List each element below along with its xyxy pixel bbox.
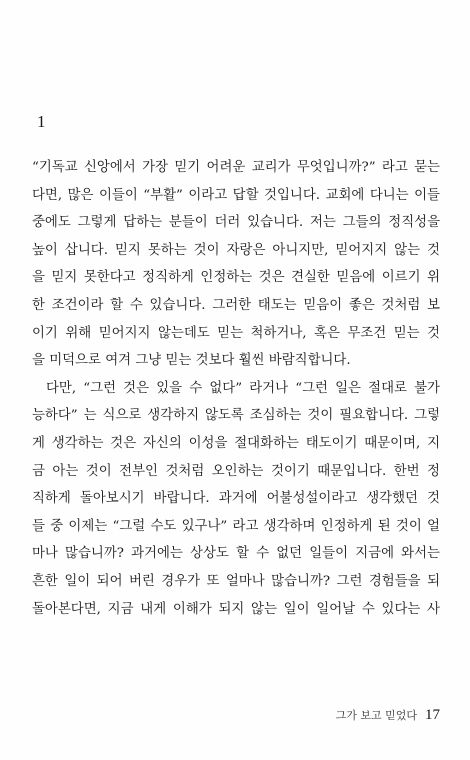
text-line: 금 아는 것이 전부인 것처럼 오인하는 것이기 때문입니다. 한번 정 bbox=[32, 463, 440, 479]
text-line: 을 믿지 못한다고 정직하게 인정하는 것은 견실한 믿음에 이르기 위 bbox=[32, 270, 440, 286]
text-line: 다면, 많은 이들이 “부활” 이라고 답할 것입니다. 교회에 다니는 이들 bbox=[32, 187, 440, 203]
page-footer bbox=[336, 707, 440, 724]
text-line: 높이 삽니다. 믿지 못하는 것이 자랑은 아니지만, 믿어지지 않는 것 bbox=[32, 242, 440, 258]
text-line: 마나 많습니까? 과거에는 상상도 할 수 없던 일들이 지금에 와서는 bbox=[32, 546, 440, 562]
text-line: 게 생각하는 것은 자신의 이성을 절대화하는 태도이기 때문이며, 지 bbox=[32, 435, 440, 451]
text-line: 직하게 돌아보시기 바랍니다. 과거에 어불성설이라고 생각했던 것 bbox=[32, 491, 440, 507]
text-line: 들 중 이제는 “그럴 수도 있구나” 라고 생각하며 인정하게 된 것이 얼 bbox=[32, 518, 440, 534]
text-line: 한 조건이라 할 수 있습니다. 그러한 태도는 믿음이 좋은 것처럼 보 bbox=[32, 297, 440, 313]
body-text bbox=[32, 154, 440, 623]
page-number: 17 bbox=[425, 707, 440, 723]
text-line: 능하다” 는 식으로 생각하지 않도록 조심하는 것이 필요합니다. 그렇 bbox=[32, 408, 440, 424]
text-line: “기독교 신앙에서 가장 믿기 어려운 교리가 무엇입니까?” 라고 묻는 bbox=[32, 160, 440, 175]
text-line: 돌아본다면, 지금 내게 이해가 되지 않는 일이 일어날 수 있다는 사 bbox=[32, 601, 440, 617]
text-line: 을 미덕으로 여겨 그냥 믿는 것보다 훨씬 바람직합니다. bbox=[32, 353, 351, 369]
running-title: 그가 보고 믿었다 bbox=[335, 709, 417, 722]
text-line: 다만, “그런 것은 있을 수 없다” 라거나 “그런 일은 절대로 불가 bbox=[46, 380, 440, 396]
text-line: 이기 위해 믿어지지 않는데도 믿는 척하거나, 혹은 무조건 믿는 것 bbox=[32, 325, 440, 341]
text-line: 중에도 그렇게 답하는 분들이 더러 있습니다. 저는 그들의 정직성을 bbox=[32, 215, 440, 231]
chapter-number: 1 bbox=[37, 112, 46, 131]
text-line: 흔한 일이 되어 버린 경우가 또 얼마나 많습니까? 그런 경험들을 되 bbox=[32, 573, 440, 589]
